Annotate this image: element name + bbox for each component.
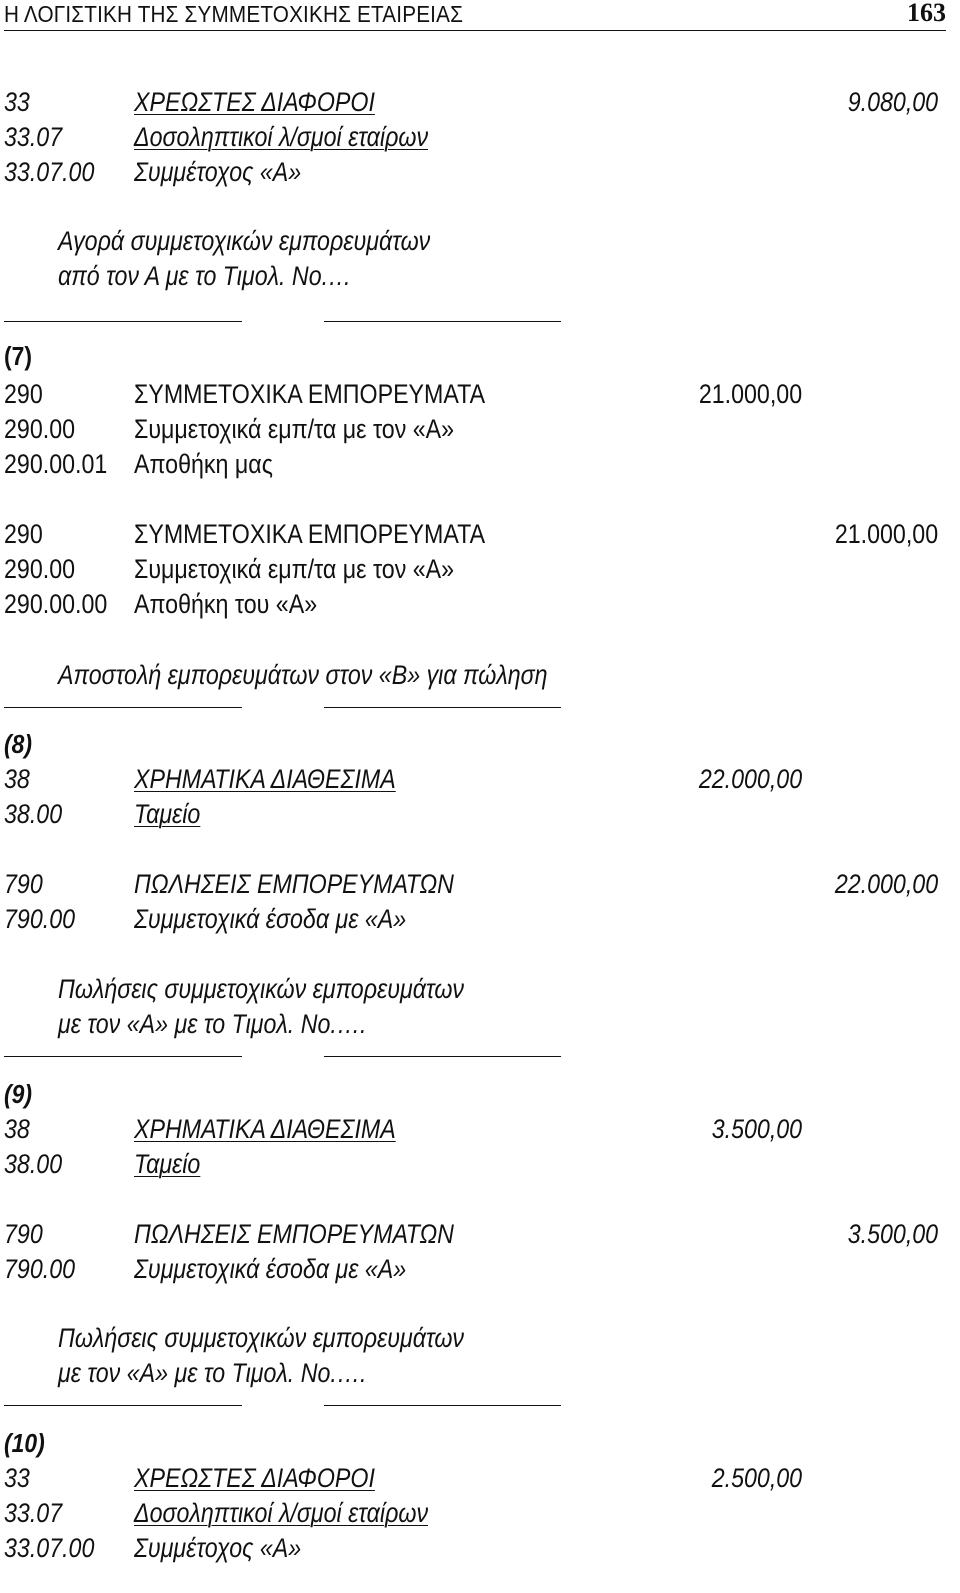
account-code: 33.07.00 <box>4 157 95 187</box>
separator-rule <box>4 321 242 322</box>
entry-number: (9) <box>4 1079 32 1109</box>
account-code: 790.00 <box>4 1254 76 1284</box>
debit-amount: 22.000,00 <box>698 764 802 794</box>
separator-rule <box>324 1405 561 1406</box>
account-description: ΣΥΜΜΕΤΟΧΙΚΑ ΕΜΠΟΡΕΥΜΑΤΑ <box>134 519 486 549</box>
account-description: ΣΥΜΜΕΤΟΧΙΚΑ ΕΜΠΟΡΕΥΜΑΤΑ <box>134 379 486 409</box>
account-code: 290 <box>4 519 43 549</box>
account-code: 38 <box>4 1114 30 1144</box>
account-code: 290.00 <box>4 554 76 584</box>
debit-amount: 2.500,00 <box>711 1463 802 1493</box>
entry-narration: Αποστολή εμπορευμάτων στον «Β» για πώληση <box>58 660 548 690</box>
account-code: 33.07.00 <box>4 1533 95 1563</box>
account-code: 290.00 <box>4 414 76 444</box>
account-code: 38.00 <box>4 1149 63 1179</box>
credit-amount: 22.000,00 <box>834 869 938 899</box>
entry-narration: Αγορά συμμετοχικών εμπορευμάτων <box>58 226 431 256</box>
account-code: 33.07 <box>4 1498 63 1528</box>
account-code: 790.00 <box>4 904 76 934</box>
account-description: Ταμείο <box>134 1149 201 1179</box>
entry-narration: από τον Α με το Τιμολ. Νο.… <box>58 261 352 291</box>
separator-rule <box>4 707 242 708</box>
entry-number: (8) <box>4 729 32 759</box>
entry-narration: με τον «Α» με το Τιμολ. Νο.…. <box>58 1358 367 1388</box>
account-description: ΧΡΕΩΣΤΕΣ ΔΙΑΦΟΡΟΙ <box>134 87 375 117</box>
account-description: Συμμετοχικά έσοδα με «Α» <box>134 1254 407 1284</box>
account-description: ΧΡΕΩΣΤΕΣ ΔΙΑΦΟΡΟΙ <box>134 1463 375 1493</box>
account-description: Συμμετοχικά έσοδα με «Α» <box>134 904 407 934</box>
entry-narration: με τον «Α» με το Τιμολ. Νο.…. <box>58 1009 367 1039</box>
account-code: 33 <box>4 87 30 117</box>
entry-number: (7) <box>4 341 32 371</box>
entry-number: (10) <box>4 1428 45 1458</box>
account-description: Συμμετοχικά εμπ/τα με τον «Α» <box>134 554 455 584</box>
account-description: Συμμέτοχος «Α» <box>134 157 302 187</box>
separator-rule <box>324 1056 561 1057</box>
account-code: 790 <box>4 869 43 899</box>
separator-rule <box>4 1056 242 1057</box>
page-number: 163 <box>907 0 946 27</box>
account-code: 33 <box>4 1463 30 1493</box>
account-description: Αποθήκη μας <box>134 449 273 479</box>
account-description: Συμμέτοχος «Α» <box>134 1533 302 1563</box>
account-code: 38 <box>4 764 30 794</box>
header-title: Η ΛΟΓΙΣΤΙΚΗ ΤΗΣ ΣΥΜΜΕΤΟΧΙΚΗΣ ΕΤΑΙΡΕΙΑΣ <box>4 1 464 27</box>
account-code: 290.00.01 <box>4 449 108 479</box>
account-code: 33.07 <box>4 122 63 152</box>
account-code: 290 <box>4 379 43 409</box>
credit-amount: 9.080,00 <box>847 87 938 117</box>
account-description: Συμμετοχικά εμπ/τα με τον «Α» <box>134 414 455 444</box>
account-description: ΠΩΛΗΣΕΙΣ ΕΜΠΟΡΕΥΜΑΤΩΝ <box>134 869 454 899</box>
account-description: Δοσοληπτικοί λ/σμοί εταίρων <box>134 1498 429 1528</box>
running-header <box>4 0 946 31</box>
entry-narration: Πωλήσεις συμμετοχικών εμπορευμάτων <box>58 1323 465 1353</box>
credit-amount: 21.000,00 <box>834 519 938 549</box>
account-code: 790 <box>4 1219 43 1249</box>
debit-amount: 21.000,00 <box>698 379 802 409</box>
separator-rule <box>324 321 561 322</box>
account-description: ΠΩΛΗΣΕΙΣ ΕΜΠΟΡΕΥΜΑΤΩΝ <box>134 1219 454 1249</box>
debit-amount: 3.500,00 <box>711 1114 802 1144</box>
separator-rule <box>324 707 561 708</box>
account-description: ΧΡΗΜΑΤΙΚΑ ΔΙΑΘΕΣΙΜΑ <box>134 764 396 794</box>
account-description: Δοσοληπτικοί λ/σμοί εταίρων <box>134 122 429 152</box>
credit-amount: 3.500,00 <box>847 1219 938 1249</box>
separator-rule <box>4 1405 242 1406</box>
account-description: Ταμείο <box>134 799 201 829</box>
account-code: 290.00.00 <box>4 589 108 619</box>
account-description: Αποθήκη του «Α» <box>134 589 318 619</box>
account-description: ΧΡΗΜΑΤΙΚΑ ΔΙΑΘΕΣΙΜΑ <box>134 1114 396 1144</box>
account-code: 38.00 <box>4 799 63 829</box>
entry-narration: Πωλήσεις συμμετοχικών εμπορευμάτων <box>58 974 465 1004</box>
